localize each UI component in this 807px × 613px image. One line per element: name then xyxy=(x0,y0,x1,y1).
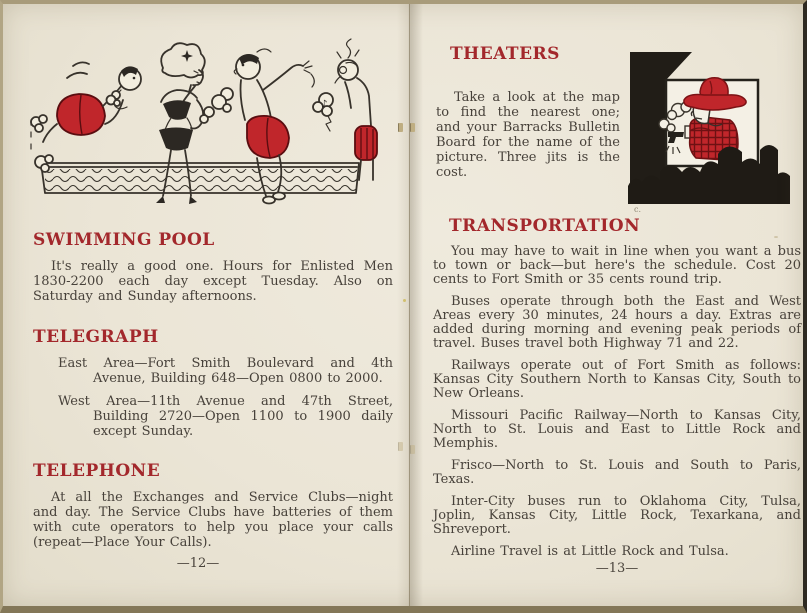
swimming-pool-paragraph: It's really a good one. Hours for Enlisted Men 1830-2200 each day except Tuesday. Also on Saturday and Sunday afternoons. xyxy=(33,259,393,304)
paper-speck xyxy=(774,236,778,238)
left-page-text-column xyxy=(33,230,393,550)
staple-mark xyxy=(410,445,415,454)
section-heading-swimming-pool: SWIMMING POOL xyxy=(33,230,215,250)
theater-cartoon-illustration xyxy=(628,50,790,204)
center-fold-line xyxy=(409,4,410,613)
prone-swimmer xyxy=(43,62,141,142)
pool-cartoon-illustration xyxy=(21,12,396,224)
goggled-figure xyxy=(313,39,377,180)
transportation-text-column xyxy=(433,245,801,567)
telephone-paragraph: At all the Exchanges and Service Clubs—night and day. The Service Clubs have batteries of them with cute operators to help you place your calls (repeat—Place Your Calls). xyxy=(33,490,393,550)
pool-edge-water xyxy=(41,163,359,193)
staple-mark xyxy=(398,123,403,132)
transportation-paragraph-missouri-pacific: Missouri Pacific Railway—North to Kansas City, North to St. Louis and East to Little Rock and Memphis. xyxy=(433,408,801,451)
splash-clouds xyxy=(31,115,53,172)
staple-mark xyxy=(398,442,403,451)
center-fold-shading xyxy=(397,4,423,613)
section-heading-telephone: TELEPHONE xyxy=(33,461,161,481)
section-heading-transportation: TRANSPORTATION xyxy=(449,216,641,236)
telegraph-entry-west: West Area—11th Avenue and 47th Street, Building 2720—Open 1100 to 1900 daily except Sunday. xyxy=(58,394,393,439)
staple-mark xyxy=(410,123,415,132)
paper-speck xyxy=(403,299,406,302)
transportation-paragraph-airline: Airline Travel is at Little Rock and Tulsa. xyxy=(451,544,729,559)
page-number-12: —12— xyxy=(176,556,220,571)
page-number-13: —13— xyxy=(595,561,639,576)
section-heading-theaters: THEATERS xyxy=(450,44,560,64)
illustration-caption-mark: c. xyxy=(634,205,642,214)
svg-text:♪: ♪ xyxy=(321,99,328,110)
theaters-paragraph: Take a look at the map to find the nearest one; and your Barracks Bulletin Board for the name of the picture. Three jits is the cost. xyxy=(436,90,620,180)
transportation-paragraph-frisco: Frisco—North to St. Louis and South to Paris, Texas. xyxy=(433,458,801,487)
telegraph-entry-east: East Area—Fort Smith Boulevard and 4th Avenue, Building 648—Open 0800 to 2000. xyxy=(58,356,393,386)
transportation-paragraph-railways: Railways operate out of Fort Smith as follows: Kansas City Southern North to Kansas City, South to New Orleans. xyxy=(433,358,801,401)
section-heading-telegraph: TELEGRAPH xyxy=(33,327,159,347)
transportation-paragraph-bus-schedule: You may have to wait in line when you want a bus to town or back—but here's the schedule. Cost 20 cents to Fort Smith or 35 cents round trip. xyxy=(433,244,801,287)
transportation-paragraph-bus-areas: Buses operate through both the East and West Areas every 30 minutes, 24 hours a day. Extras are added during morning and evening peak periods of travel. Buses travel both Highway 71 and 22. xyxy=(433,294,801,351)
transportation-paragraph-intercity: Inter-City buses run to Oklahoma City, Tulsa, Joplin, Kansas City, Little Rock, Texarkana, and Shreveport. xyxy=(433,494,801,537)
